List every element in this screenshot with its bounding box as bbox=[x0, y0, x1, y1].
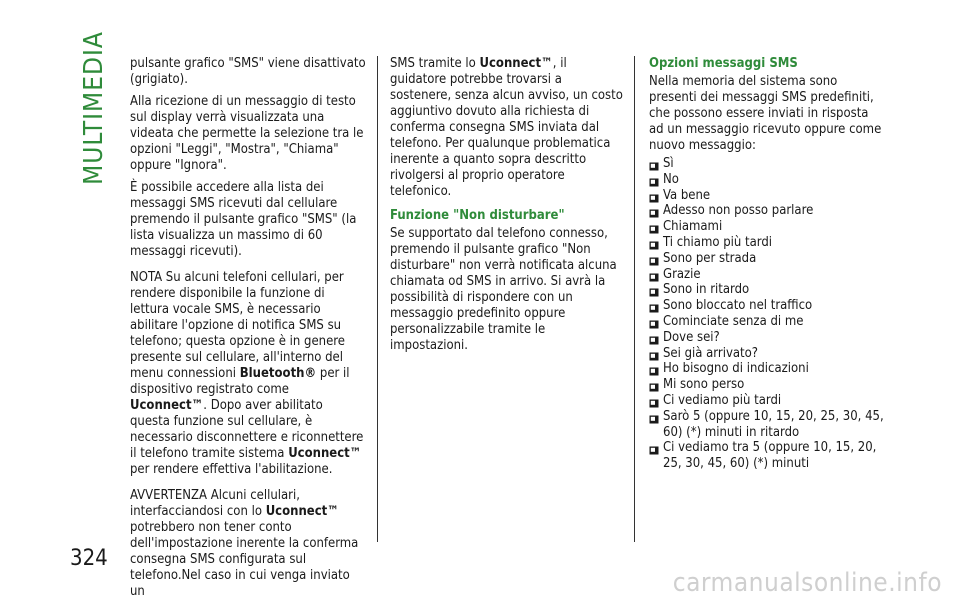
list-item-label: Grazie bbox=[663, 266, 701, 282]
square-bullet-icon bbox=[649, 413, 659, 422]
square-bullet-icon bbox=[649, 255, 659, 264]
square-bullet-icon bbox=[649, 207, 659, 216]
list-item-label: Va bene bbox=[663, 187, 711, 203]
list-item bbox=[649, 440, 885, 472]
list-item bbox=[649, 219, 885, 235]
list-item-label: Adesso non posso parlare bbox=[663, 203, 814, 219]
list-item-label: Ho bisogno di indicazioni bbox=[663, 361, 809, 377]
list-item bbox=[649, 267, 885, 283]
page-number: 324 bbox=[70, 546, 108, 571]
section-heading: Funzione "Non disturbare" bbox=[390, 208, 565, 223]
list-item-label: Chiamami bbox=[663, 219, 723, 235]
paragraph: Alla ricezione di un messaggio di testo sul display verrà visualizzata una videata che permette la selezione tra le opzioni "Leggi", "Mostra", "Chiama" oppure "Ignora". bbox=[130, 94, 364, 173]
square-bullet-icon bbox=[649, 286, 659, 295]
square-bullet-icon bbox=[649, 302, 659, 311]
paragraph: pulsante grafico "SMS" viene disattivato (grigiato). bbox=[130, 56, 366, 87]
list-item-label: Sono in ritardo bbox=[663, 282, 750, 298]
column-2 bbox=[390, 56, 624, 360]
paragraph: SMS tramite lo Uconnect™, il guidatore potrebbe trovarsi a sostenere, senza alcun avviso, un costo aggiuntivo dovuto alla richiesta di conferma consegna SMS inviata dal telefono. Per qualunque problematica inerente a quanto sopra descritto rivolgersi al proprio operatore telefonico. bbox=[390, 56, 623, 199]
list-item-label: Sono per strada bbox=[663, 250, 757, 266]
paragraph: È possibile accedere alla lista dei messaggi SMS ricevuti dal cellulare premendo il pulsante grafico "SMS" (la lista visualizza un massimo di 60 messaggi ricevuti). bbox=[130, 180, 357, 259]
square-bullet-icon bbox=[649, 239, 659, 248]
list-item bbox=[649, 156, 885, 172]
list-item-label: Ci vediamo più tardi bbox=[663, 392, 782, 408]
list-item-label: Sarò 5 (oppure 10, 15, 20, 25, 30, 45, 60) (*) minuti in ritardo bbox=[663, 408, 884, 440]
section-title: MULTIMEDIA bbox=[79, 31, 109, 185]
square-bullet-icon bbox=[649, 192, 659, 201]
list-item-label: Sei già arrivato? bbox=[663, 345, 758, 361]
list-item bbox=[649, 282, 885, 298]
square-bullet-icon bbox=[649, 271, 659, 280]
square-bullet-icon bbox=[649, 444, 659, 453]
watermark: carmanualsonline.info bbox=[672, 568, 942, 598]
list-item bbox=[649, 251, 885, 267]
column-divider-1 bbox=[377, 56, 378, 542]
list-item-label: No bbox=[663, 171, 679, 187]
list-item bbox=[649, 203, 885, 219]
square-bullet-icon bbox=[649, 176, 659, 185]
list-item-label: Cominciate senza di me bbox=[663, 313, 804, 329]
column-3 bbox=[649, 56, 885, 472]
sms-options-list bbox=[649, 156, 885, 472]
square-bullet-icon bbox=[649, 223, 659, 232]
paragraph: Se supportato dal telefono connesso, premendo il pulsante grafico "Non disturbare" non verrà notificata alcuna chiamata od SMS in arrivo. Si avrà la possibilità di rispondere con un messaggio predefinito oppure personalizzabile tramite le impostazioni. bbox=[390, 226, 617, 353]
list-item bbox=[649, 393, 885, 409]
list-item bbox=[649, 361, 885, 377]
list-item-label: Dove sei? bbox=[663, 329, 720, 345]
list-item-label: Ci vediamo tra 5 (oppure 10, 15, 20, 25, 30, 45, 60) (*) minuti bbox=[663, 440, 877, 472]
list-item-label: Sono bloccato nel traffico bbox=[663, 298, 813, 314]
list-item bbox=[649, 409, 885, 441]
note-paragraph: NOTA Su alcuni telefoni cellulari, per rendere disponibile la funzione di lettura vocale SMS, è necessario abilitare l'opzione di notifica SMS su telefono; questa opzione è in genere presente sul cellulare, all'interno del menu connessioni Bluetooth® per il dispositivo registrato come Uconnect™. Dopo aver abilitato questa funzione sul cellulare, è necessario disconnettere e riconnettere il telefono tramite sistema Uconnect™ per rendere effettiva l'abilitazione. bbox=[130, 270, 364, 477]
list-item bbox=[649, 235, 885, 251]
square-bullet-icon bbox=[649, 381, 659, 390]
column-divider-2 bbox=[634, 56, 635, 542]
list-item bbox=[649, 330, 885, 346]
square-bullet-icon bbox=[649, 350, 659, 359]
list-item bbox=[649, 346, 885, 362]
column-1 bbox=[130, 56, 366, 606]
list-item-label: Ti chiamo più tardi bbox=[663, 234, 773, 250]
list-item bbox=[649, 172, 885, 188]
list-item bbox=[649, 188, 885, 204]
square-bullet-icon bbox=[649, 160, 659, 169]
square-bullet-icon bbox=[649, 397, 659, 406]
warning-paragraph: AVVERTENZA Alcuni cellulari, interfacciandosi con lo Uconnect™ potrebbero non tener conto dell'impostazione inerente la conferma consegna SMS configurata sul telefono.Nel caso in cui venga inviato un bbox=[130, 488, 359, 599]
list-item bbox=[649, 298, 885, 314]
list-item-label: Sì bbox=[663, 156, 674, 171]
section-heading: Opzioni messaggi SMS bbox=[649, 56, 798, 71]
list-item bbox=[649, 377, 885, 393]
square-bullet-icon bbox=[649, 334, 659, 343]
list-item bbox=[649, 314, 885, 330]
square-bullet-icon bbox=[649, 365, 659, 374]
square-bullet-icon bbox=[649, 318, 659, 327]
list-item-label: Mi sono perso bbox=[663, 377, 745, 393]
paragraph: Nella memoria del sistema sono presenti dei messaggi SMS predefiniti, che possono essere inviati in risposta ad un messaggio ricevuto oppure come nuovo messaggio: bbox=[649, 74, 882, 153]
